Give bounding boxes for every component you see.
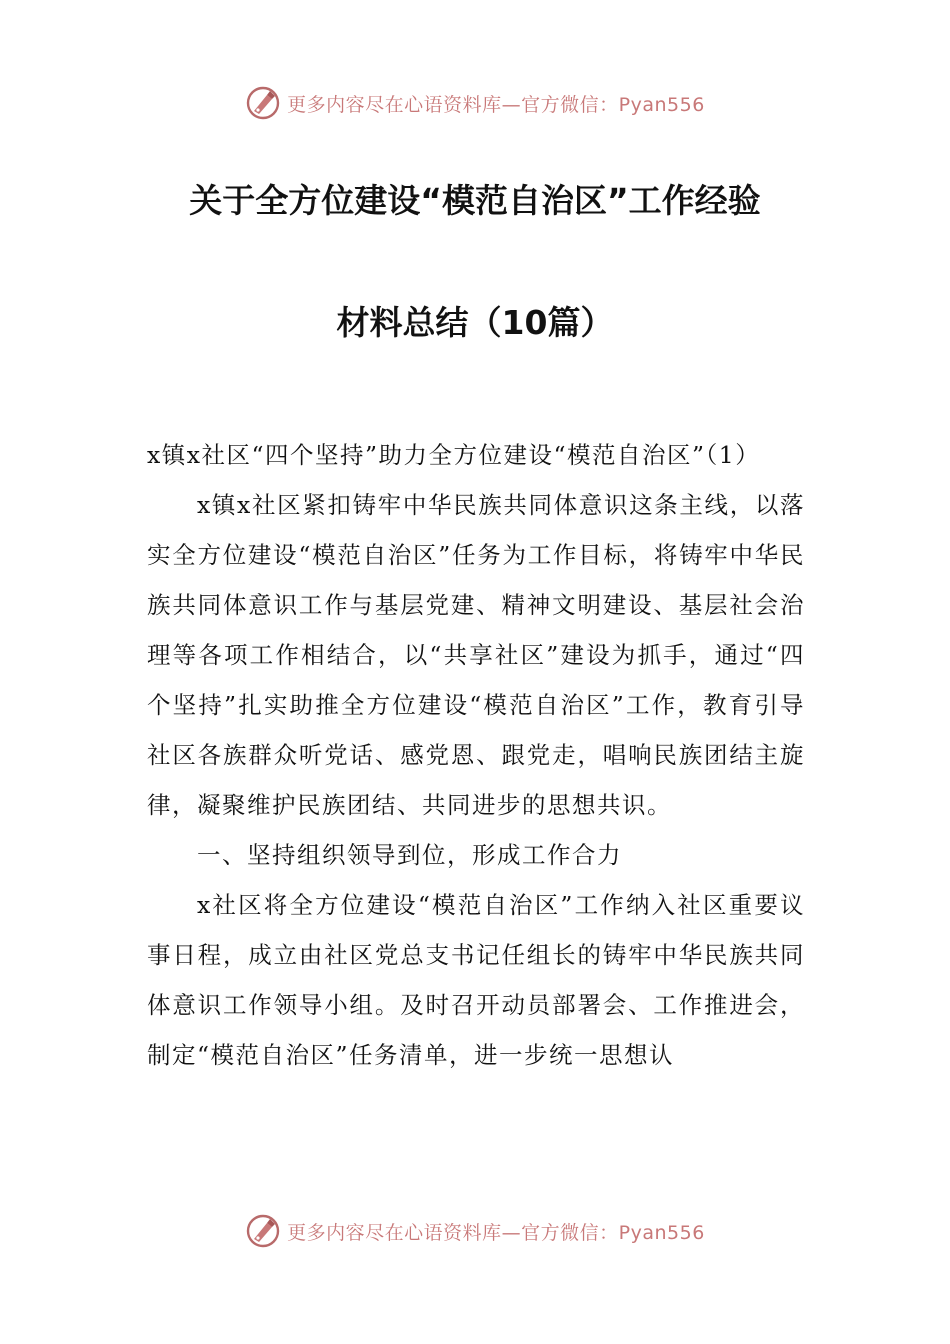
watermark-banner-bottom	[0, 1209, 950, 1253]
paragraph-intro: x镇x社区紧扣铸牢中华民族共同体意识这条主线，以落实全方位建设“模范自治区”任务为工作目标，将铸牢中华民族共同体意识工作与基层党建、精神文明建设、基层社会治理等各项工作相结合，以“共享社区”建设为抓手，通过“四个坚持”扎实助推全方位建设“模范自治区”工作，教育引导社区各族群众听党话、感党恩、跟党走，唱响民族团结主旋律，凝聚维护民族团结、共同进步的思想共识。	[147, 491, 805, 819]
pen-nib-seal-icon	[245, 85, 281, 121]
document-title-line-1: 关于全方位建设“模范自治区”工作经验	[189, 181, 761, 220]
document-title-line-2: 材料总结（10篇）	[336, 303, 614, 342]
article-body	[147, 430, 805, 1080]
paragraph-section-1: x社区将全方位建设“模范自治区”工作纳入社区重要议事日程，成立由社区党总支书记任组长的铸牢中华民族共同体意识工作领导小组。及时召开动员部署会、工作推进会，制定“模范自治区”任务清单，进一步统一思想认	[147, 891, 805, 1069]
watermark-text: 更多内容尽在心语资料库—官方微信：Pyan556	[287, 93, 705, 116]
watermark-banner-top	[0, 81, 950, 125]
pen-nib-seal-icon	[245, 1213, 281, 1249]
article-heading: x镇x社区“四个坚持”助力全方位建设“模范自治区”（1）	[147, 441, 761, 469]
watermark-text: 更多内容尽在心语资料库—官方微信：Pyan556	[287, 1221, 705, 1244]
section-heading-1: 一、坚持组织领导到位，形成工作合力	[197, 841, 622, 869]
